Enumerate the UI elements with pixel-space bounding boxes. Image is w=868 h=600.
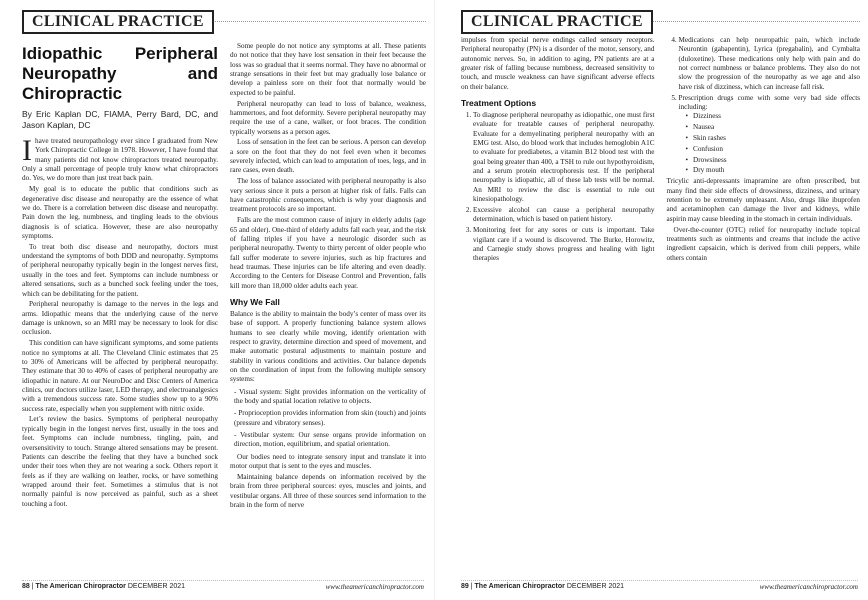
right-column-1 xyxy=(461,36,655,265)
magazine-name: The American Chiropractor xyxy=(35,583,126,590)
side-effect-item: • Dizziness xyxy=(695,112,861,121)
paragraph: My goal is to educate the public that conditions such as degenerative disc disease and neuropathy are the essence of what we do. There is a correlation between disc disease and neuropathy. Pain down the leg, numbness, and tingling leads to the obvious diagnosis is of sciatica. However, these are also neuropathy symptoms. xyxy=(22,185,218,240)
paragraph: Balance is the ability to maintain the body’s center of mass over its base of support. A properly functioning balance system allows humans to see clearly while moving, identify orientation with respect to gravity, determine direction and speed of movement, and make automatic postural adjustments to maintain posture and stability in various conditions and activities. Our balance depends on the coordination of input from the following multiple sensory systems: xyxy=(230,309,426,384)
right-column-2 xyxy=(667,36,861,265)
left-column-1 xyxy=(22,42,218,512)
sensory-item: - Visual system: Sight provides information on the verticality of the body and spatial location relative to objects. xyxy=(234,387,426,406)
issue-date: DECEMBER 2021 xyxy=(127,583,186,590)
paragraph: This condition can have significant symptoms, and some patients notice no symptoms at all. The Cleveland Clinic estimates that 25 to 30% of Americans will be affected by peripheral neuropathy. They estimate that 30 to 40% of cases of peripheral neuropathy are idiopathic in nature. At our NeuroDoc and Disc Centers of America clinics, our doctors utilize laser, LED therapy, and electroanalgesics with a tremendous success rate. Some studies show up to a 90% success rate, especially when you supplement with nitric oxide. xyxy=(22,339,218,413)
page-number: 88 xyxy=(22,583,30,590)
paragraph: Loss of sensation in the feet can be serious. A person can develop a sore on the foot that they do not feel even when it becomes severely infected, which can lead to amputation of toes, legs, and in rare cases, even death. xyxy=(230,138,426,175)
list-item: 3. Monitoring feet for any sores or cuts is important. Take vigilant care if a wound is discovered. The Burke, Horowitz, and Carnegie study shows progress and healing with light therapies xyxy=(473,226,655,263)
page-number: 89 xyxy=(461,583,469,590)
section-header xyxy=(22,10,426,34)
drop-cap: I xyxy=(22,134,32,167)
list-item: 5. Prescription drugs come with some very bad side effects including: • Dizziness • Nausea • Skin rashes • Confusion • Drowsiness • Dry mouth xyxy=(679,94,861,176)
paragraph: Peripheral neuropathy is damage to the nerves in the legs and arms. Idiopathic means that the underlying cause of the nerve damage is unknown, so an MRI may be necessary to look for disc occlusion. xyxy=(22,300,218,337)
sensory-item: - Proprioception provides information from skin (touch) and joints (pressure and vibratory senses). xyxy=(234,409,426,427)
paragraph: Tricylic anti-depressants imapramine are often prescribed, but many find their side effects of drowsiness, dizziness, and urinary retention to be extremely unpleasant. Also, drugs like ibuprofen and acetaminophen can damage the liver and kidneys, while aspirin may cause bleeding in the stomach in certain individuals. xyxy=(666,177,860,223)
left-column-2 xyxy=(230,42,426,512)
paragraph: To treat both disc disease and neuropathy, doctors must understand the symptoms of both DDD and neuropathy. Symptoms of peripheral neuropathy typically begin in the longest nerves first, usually in the toes and feet. Symptoms can include numbness or altered sensations, such as a bunched sock feeling under the toes, which can be debilitating for the patient. xyxy=(22,242,218,298)
side-effect-item: • Confusion xyxy=(695,145,861,154)
subheading-treatment-options: Treatment Options xyxy=(461,98,537,109)
paragraph: Our bodies need to integrate sensory input and translate it into motor output that is sent to the eyes and muscles. xyxy=(230,452,426,471)
paragraph: Peripheral neuropathy can lead to loss of balance, weakness, hammertoes, and foot deformity. Severe peripheral neuropathy may require the use of a cane, walker, or foot braces. The condition typically worsens as a person ages. xyxy=(230,99,426,136)
intro-paragraph: Ihave treated neuropathology ever since I graduated from New York Chiropractic College in 1978. However, I have found that many patients did not know chiropractors treated neuropathy. Only a small percentage of people truly know what chiropractors do. Yes, we do more than just treat back pain. xyxy=(22,134,218,183)
page-footer: 88 | The American Chiropractor DECEMBER 2021 www.theamericanchiropractor.com xyxy=(22,580,424,591)
paragraph: Some people do not notice any symptoms at all. These patients do not notice that they have lost sensation in their feet because the loss was so gradual that it seems normal. They have no abnormal or strange sensations in their feet but may gradually lose balance or develop a painless sore on their foot that normally would be expected to be painful. xyxy=(230,42,426,97)
byline: By Eric Kaplan DC, FIAMA, Perry Bard, DC, and Jason Kaplan, DC xyxy=(22,109,218,130)
list-item: 4. Medications can help neuropathic pain, which include Neurontin (gabapentin), Lyrica (pregabalin), and Cymbalta (duloxetine). These medications only help with pain and do not correct numbness or balance problems. They also do not slow the progression of the neuropathy as we age and also have risk of dizziness, which can increase fall risk. xyxy=(679,36,861,92)
paragraph: Falls are the most common cause of injury in elderly adults (age 65 and older). One-third of elderly adults fall each year, and the risk of falling triples if you have a neurologic disorder such as peripheral neuropathy. Twenty to thirty percent of older people who fall suffer moderate to severe injuries, such as hip fractures and head traumas. These injuries can be life altering and even deadly. According to the Centers for Disease Control and Prevention, falls kill more than 18,000 older adults each year. xyxy=(230,216,426,290)
treatment-list-continued xyxy=(667,36,861,176)
treatment-list xyxy=(461,111,655,264)
side-effect-item: • Skin rashes xyxy=(695,134,861,143)
list-item: 1. To diagnose peripheral neuropathy as idiopathic, one must first evaluate for treatable causes of peripheral neuropathy. Evaluate for a demyelinating peripheral neuropathy with an EMG test. Also, do blood work that includes hemoglobin A1C to evaluate for prediabetes, a vitamin B12 blood test with the goal being greater than 400, a TSH to rule out hypothyroidism, and a serum protein electrophoresis test. If the peripheral neuropathy is idiopathic, all of these lab tests will be normal. An MRI to review the disc is essential to rule out kinesiopathology. xyxy=(473,111,655,204)
paragraph: Over-the-counter (OTC) relief for neuropathy include topical treatments such as ointments and creams that include the active ingredient capsaicin, which is derived from chili peppers, while others contain xyxy=(666,225,860,262)
section-header xyxy=(461,10,860,34)
side-effect-item: • Dry mouth xyxy=(695,166,861,175)
paragraph: Maintaining balance depends on information received by the brain from three peripheral sources: eyes, muscles and joints, and vestibular organs. All three of these sources send information to the brain in the form of nerve xyxy=(230,472,426,509)
section-label: CLINICAL PRACTICE xyxy=(22,10,214,34)
subheading-why-we-fall: Why We Fall xyxy=(230,296,280,307)
paragraph: The loss of balance associated with peripheral neuropathy is also very serious since it puts a person at higher risk of falls. Falls can have catastrophic consequences, which is why your diagnosis and treatment protocols are so important. xyxy=(230,177,426,214)
paragraph: impulses from special nerve endings called sensory receptors. Peripheral neuropathy (PN) is a disorder of the motor, sensory, and autonomic nerves. So, in addition to aging, PN patients are at a greater risk of falling because numbness, decreased sensitivity to touch, and muscle weakness can have significant adverse effects on their balance. xyxy=(461,36,655,91)
paragraph: Let’s review the basics. Symptoms of peripheral neuropathy typically begin in the longest nerves first, usually in the toes and feet. Symptoms can include numbness, tingling, pain, and oversensitivity to touch. Strange altered sensations may be present. Patients can describe the feeling that they have a bunched sock under their toes when they are not wearing a sock. Others report it feels as if they are walking on leather, rocks, or have something wrapped around their feet. Sometimes a stimulus that is not normally painful is now perceived as painful, such as a sheet touching a foot. xyxy=(22,415,218,508)
sensory-item: - Vestibular system: Our sense organs provide information on direction, motion, equilibrium, and spatial orientation. xyxy=(234,431,426,449)
section-label: CLINICAL PRACTICE xyxy=(461,10,653,34)
right-page xyxy=(434,0,868,600)
website-link[interactable]: www.theamericanchiropractor.com xyxy=(759,583,858,591)
page-footer: 89 | The American Chiropractor DECEMBER 2021 www.theamericanchiropractor.com xyxy=(461,580,858,591)
side-effect-item: • Nausea xyxy=(695,123,861,132)
article-title: Idiopathic Peripheral Neuropathy and Chiropractic xyxy=(22,44,218,103)
list-item: 2. Excessive alcohol can cause a peripheral neuropathy determination, which is based on patient history. xyxy=(473,206,655,225)
website-link[interactable]: www.theamericanchiropractor.com xyxy=(325,583,424,591)
side-effect-item: • Drowsiness xyxy=(695,156,861,165)
issue-date: DECEMBER 2021 xyxy=(566,583,625,590)
magazine-name: The American Chiropractor xyxy=(474,583,565,590)
side-effects-list xyxy=(679,112,861,176)
